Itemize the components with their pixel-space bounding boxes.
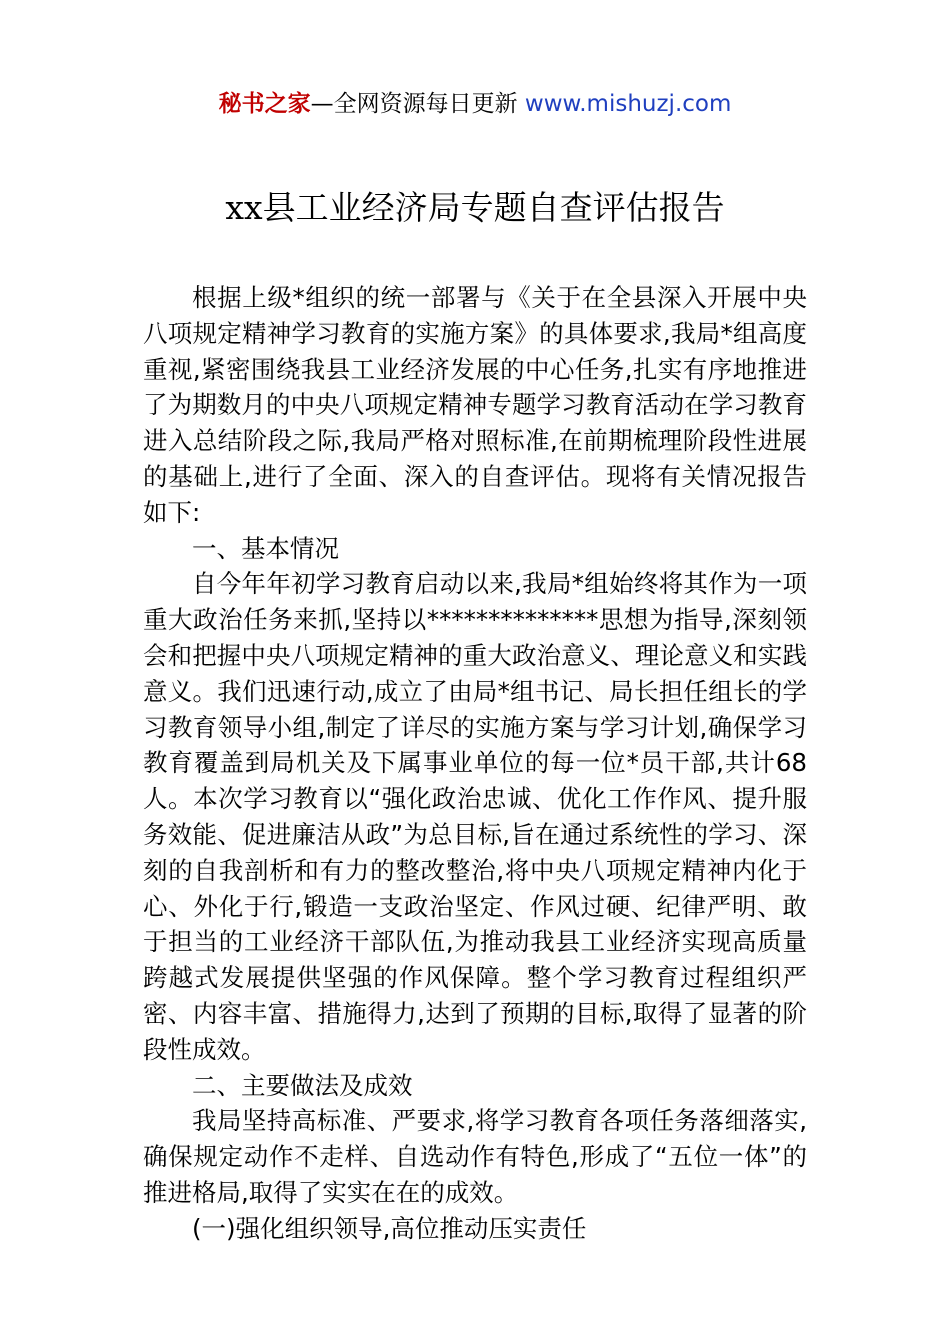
document-body bbox=[143, 280, 807, 1247]
document-title bbox=[0, 186, 950, 230]
paragraph-intro: 根据上级*组织的统一部署与《关于在全县深入开展中央八项规定精神学习教育的实施方案》的具体要求,我局*组高度重视,紧密围绕我县工业经济发展的中心任务,扎实有序地推进了为期数月的中央八项规定精神专题学习教育活动在学习教育进入总结阶段之际,我局严格对照标准,在前期梳理阶段性进展的基础上,进行了全面、深入的自查评估。现将有关情况报告如下: bbox=[143, 283, 807, 527]
title-prefix: xx bbox=[225, 188, 263, 227]
title-main: 县工业经济局专题自查评估报告 bbox=[262, 188, 725, 227]
paragraph-basic-situation: 自今年年初学习教育启动以来,我局*组始终将其作为一项重大政治任务来抓,坚持以**************思想为指导,深刻领会和把握中央八项规定精神的重大政治意义、理论意义和实践意义。我们迅速行动,成立了由局*组书记、局长担任组长的学习教育领导小组,制定了详尽的实施方案与学习计划,确保学习教育覆盖到局机关及下属事业单位的每一位*员干部,共计68人。本次学习教育以“强化政治忠诚、优化工作作风、提升服务效能、促进廉洁从政”为总目标,旨在通过系统性的学习、深刻的自我剖析和有力的整改整治,将中央八项规定精神内化于心、外化于行,锻造一支政治坚定、作风过硬、纪律严明、敢于担当的工业经济干部队伍,为推动我县工业经济实现高质量跨越式发展提供坚强的作风保障。整个学习教育过程组织严密、内容丰富、措施得力,达到了预期的目标,取得了显著的阶段性成效。 bbox=[143, 569, 807, 1064]
site-tagline: —全网资源每日更新 bbox=[310, 91, 525, 117]
section-heading-main-practices: 二、主要做法及成效 bbox=[192, 1070, 413, 1100]
site-url-link[interactable]: www.mishuzj.com bbox=[524, 91, 732, 117]
site-header bbox=[0, 88, 950, 120]
paragraph-main-practices: 我局坚持高标准、严要求,将学习教育各项任务落细落实,确保规定动作不走样、自选动作有特色,形成了“五位一体”的推进格局,取得了实实在在的成效。 bbox=[143, 1106, 807, 1207]
section-heading-basic-situation: 一、基本情况 bbox=[192, 533, 339, 563]
site-brand: 秘书之家 bbox=[218, 91, 311, 117]
subsection-heading-organization: (一)强化组织领导,高位推动压实责任 bbox=[192, 1213, 587, 1243]
